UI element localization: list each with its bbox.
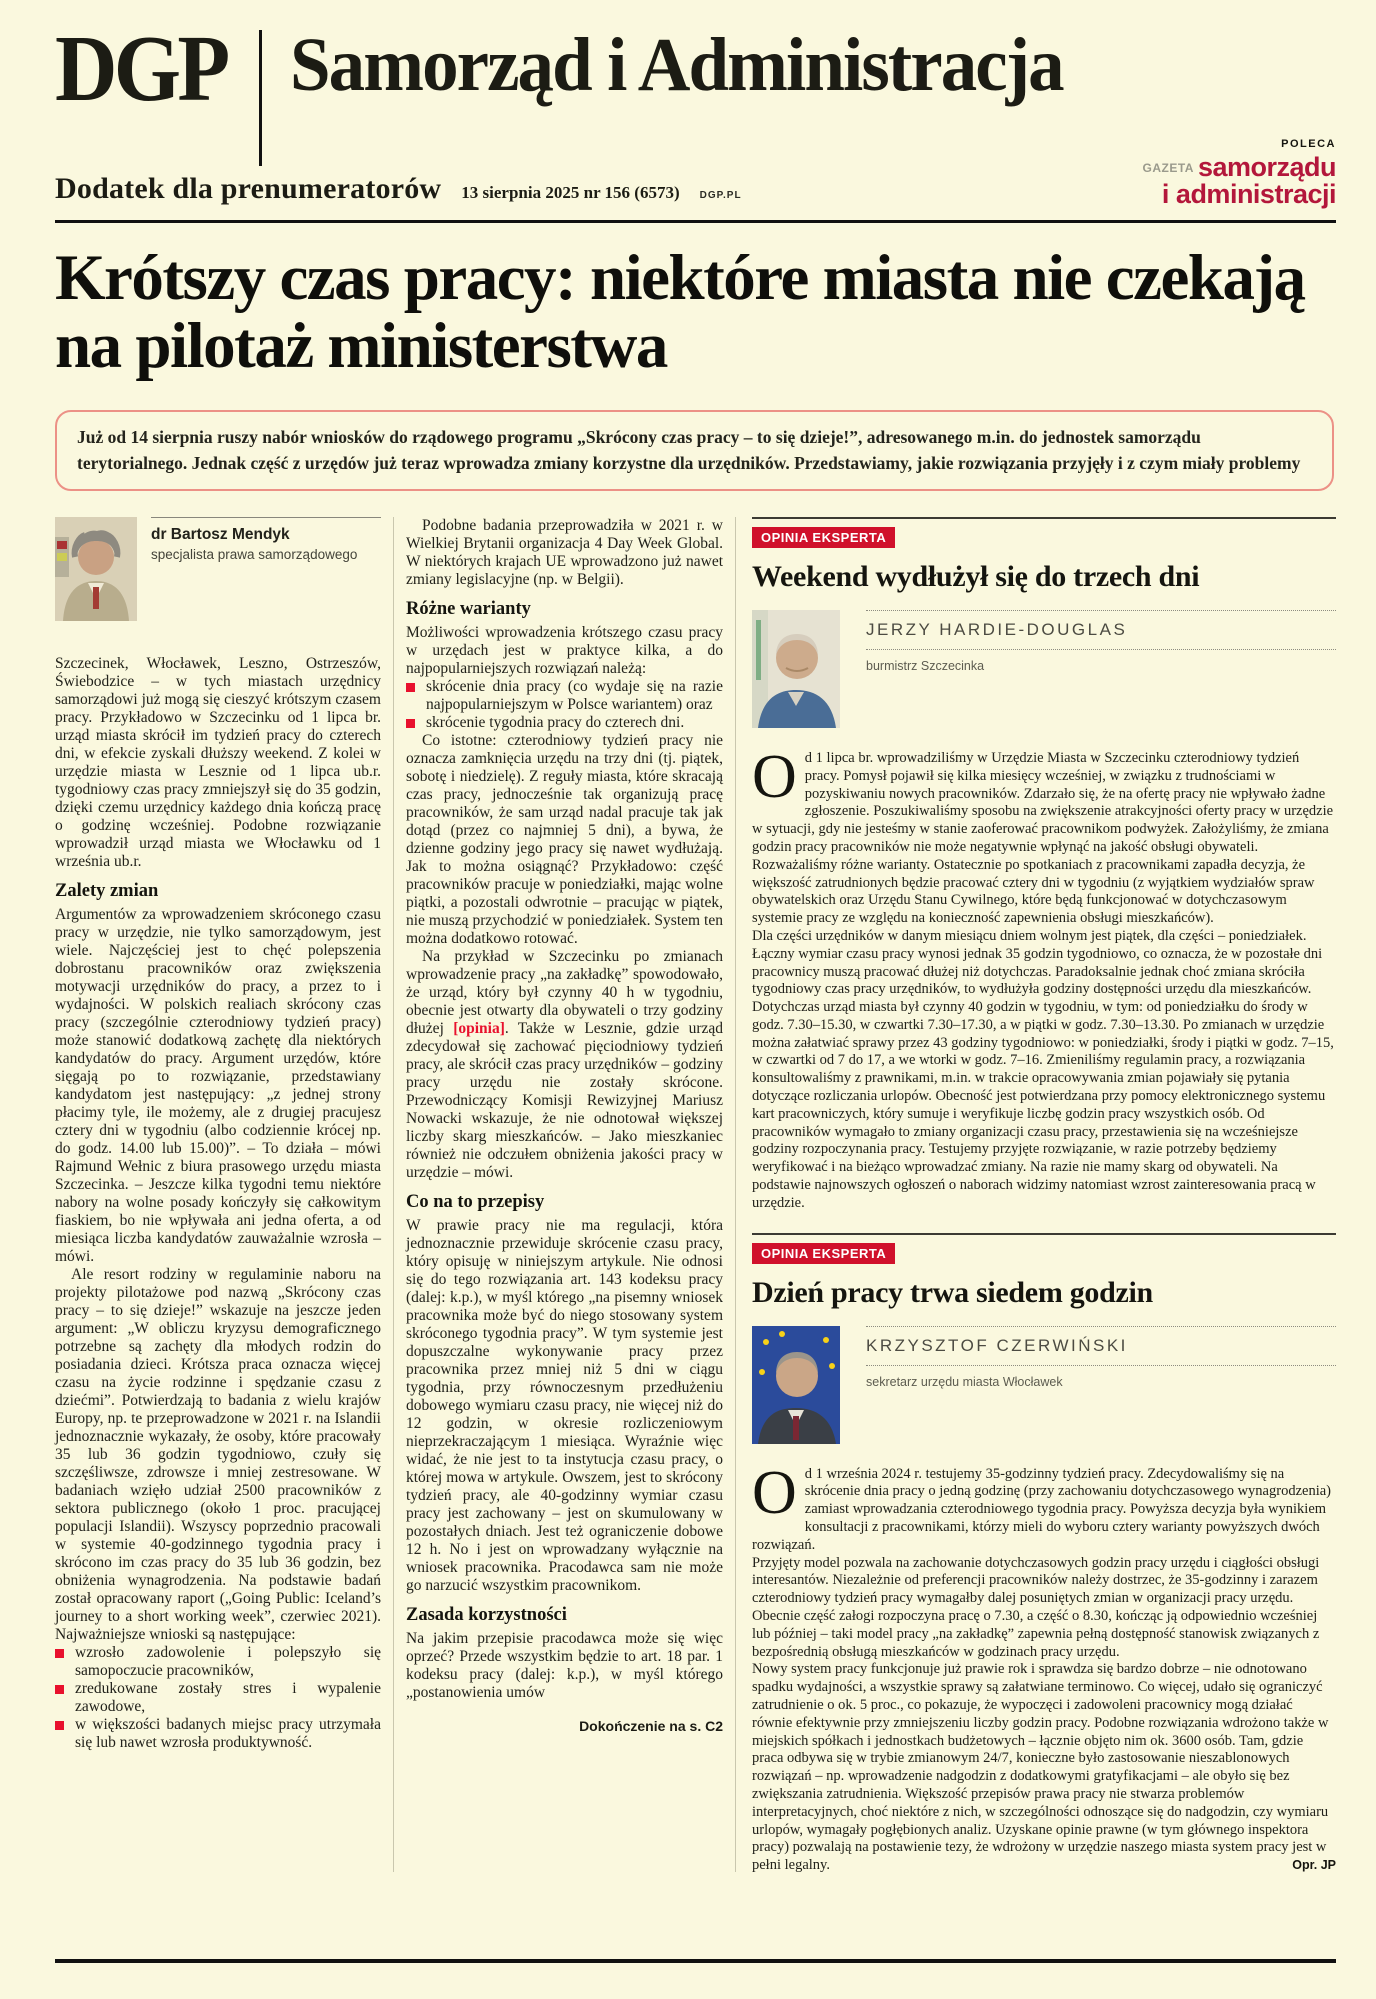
- paragraph: Na jakim przepisie pracodawca może się więc oprzeć? Przede wszystkim będzie to art. 18 par. 1 kodeksu pracy (dalej: k.p.), w myśl którego „postanowienia umów: [406, 1629, 723, 1701]
- opinion-paragraph: Nowy system pracy funkcjonuje już prawie rok i sprawdza się bardzo dobrze – nie odnotowano spadku wydajności, a wszystkie sprawy są załatwiane terminowo. Co więcej, udało się ograniczyć zatrudnienie o ok. 5 proc., co pokazuje, że wypoczęci i zadowoleni pracownicy mogą działać równie efektywnie przy zmniejszeniu liczby godzin pracy. Podobne rozwiązania wdrożono także w miejskich spółkach i jednostkach budżetowych – łącznie objęto nim ok. 3600 osób. Tam, gdzie praca odbywa się w trybie zmianowym 24/7, konieczne było zastosowanie nieszablonowych rozwiązań – np. wprowadzenie nadgodzin z dodatkowymi gratyfikacjami – ale obyło się bez zwiększania zatrudnienia. Większość przepisów prawa pracy nie stwarza problemów interpretacyjnych, choć niektóre z nich, w szczególności odnoszące się do nadgodzin, czy wymiaru urlopów, wymagały pogłębionych analiz. Uzyskane opinie prawne (w tym głównego inspektora pracy) pozwalają na postawienie tezy, że wdrożony w urzędzie naszego miasta system pracy jest w pełni legalny.: [752, 1661, 1329, 1874]
- continuation-note: Dokończenie na s. C2: [579, 1717, 723, 1734]
- dgp-logo: DGP: [55, 17, 227, 121]
- lead-box: Już od 14 sierpnia ruszy nabór wniosków do rządowego programu „Skrócony czas pracy – to się dzieje!”, adresowanego m.in. do jednostek samorządu terytorialnego. Jednak część z urzędów już teraz wprowadza zmiany korzystne dla urzędników. Przedstawiamy, jakie rozwiązania przyjęły i z czym miały problemy: [55, 410, 1334, 491]
- paragraph: Możliwości wprowadzenia krótszego czasu pracy w urzędach jest w praktyce kilka, a do najpopularniejszych rozwiązań należą:: [406, 623, 723, 677]
- paragraph: Ale resort rodziny w regulaminie naboru na projekty pilotażowe pod nazwą „Skrócony czas pracy – to się dzieje!” wskazuje na jeszcze jeden argument: „W obliczu kryzysu demograficznego potrzebne są zachęty dla młodych rodzin do posiadania dzieci. Krótsza praca oznacza więcej czasu na życie rodzinne i spędzanie czasu z dziećmi”. Potwierdzają to badania z wielu krajów Europy, np. te przeprowadzone w 2021 r. na Islandii jednoznacznie wykazały, że osoby, które pracowały 35 lub 36 godzin tygodniowo, czuły się szczęśliwsze, zdrowsze i mniej zestresowane. W badaniach wzięło udział 2500 pracowników z sektora publicznego (około 1 proc. pracującej populacji Islandii). Wszyscy poprzednio pracowali w systemie 40-godzinnego tygodnia pracy i skrócono im czas pracy do 35 lub 36 godzin, bez obniżenia wynagrodzenia. Na podstawie badań został opracowany raport („Going Public: Iceland’s journey to a short working week”, czerwiec 2021). Najważniejsze wnioski są następujące:: [55, 1265, 381, 1643]
- author-name: dr Bartosz Mendyk: [151, 525, 290, 543]
- bullet-square-icon: [55, 1721, 64, 1730]
- opinion-label: OPINIA EKSPERTA: [752, 527, 895, 548]
- author-role: specjalista prawa samorządowego: [151, 546, 358, 562]
- opinion-paragraph: Od 1 lipca br. wprowadziliśmy w Urzędzie Miasta w Szczecinku czterodniowy tydzień pracy. Pomysł pojawił się kilka miesięcy wcześniej, w związku z trudnościami w pozyskiwaniu nowych pracowników. Zdarzało się, że na ofertę pracy nie wpływało żadne zgłoszenie. Poszukiwaliśmy sposobu na zwiększenie atrakcyjności oferty pracy w urzędzie w sytuacji, gdy nie jesteśmy w stanie zaoferować pracownikom podwyżek. Założyliśmy, że zmiana godzin pracy pracowników nie może negatywnie wpłynąć na jakość obsługi obywateli.: [752, 742, 1334, 855]
- opinion-block-2: [752, 1233, 1336, 1872]
- expert-name: JERZY HARDIE-DOUGLAS: [866, 610, 1336, 650]
- list-item: zredukowane zostały stres i wypalenie zawodowe,: [55, 1680, 381, 1716]
- expert-name: KRZYSZTOF CZERWIŃSKI: [866, 1326, 1336, 1366]
- expert-photo-2: [752, 1326, 840, 1444]
- list-item: wzrosło zadowolenie i polepszyło się samopoczucie pracowników,: [55, 1644, 381, 1680]
- brand-line-1: samorządu: [1197, 152, 1336, 182]
- poleca-label: POLECA: [1281, 138, 1336, 150]
- opinion-paragraph: Rozważaliśmy różne warianty. Ostatecznie po spotkaniach z pracownikami zapadła decyzja, że większość zatrudnionych będzie pracować cztery dni w tygodniu (z wyjątkiem wydziałów spraw obywatelskich oraz Urzędu Stanu Cywilnego, które będą funkcjonować w dotychczasowym systemie pracy ze względu na konieczność zapewnienia obsługi mieszkańców).: [752, 856, 1315, 927]
- opinion-title: Dzień pracy trwa siedem godzin: [752, 1275, 1153, 1309]
- expert-role: burmistrz Szczecinka: [866, 658, 985, 673]
- column-2: [393, 517, 735, 1872]
- expert-role: sekretarz urzędu miasta Włocławek: [866, 1374, 1063, 1389]
- drop-cap: O: [752, 1458, 797, 1527]
- bullet-square-icon: [406, 683, 415, 692]
- paragraph: Podobne badania przeprowadziła w 2021 r. w Wielkiej Brytanii organizacja 4 Day Week Global. W niektórych krajach UE wprowadzono już nawet zmiany legislacyjne (np. w Belgii).: [406, 516, 723, 588]
- article-body: [55, 517, 1336, 1872]
- section-heading: Różne warianty: [406, 598, 531, 619]
- author-block: [55, 517, 381, 621]
- editor-credit: Opr. JP: [1292, 1857, 1336, 1872]
- list-item: skrócenie dnia pracy (co wydaje się na razie najpopularniejszym w Polsce wariantem) oraz: [406, 678, 723, 714]
- column-1: [55, 517, 393, 1872]
- opinia-ref-tag: [opinia]: [453, 1019, 505, 1037]
- brand-logo: [1143, 138, 1337, 207]
- footer-rule: [55, 1959, 1336, 1963]
- column-3: [735, 517, 1336, 1872]
- expert-photo-1: [752, 610, 840, 728]
- opinion-label: OPINIA EKSPERTA: [752, 1243, 895, 1264]
- author-photo: [55, 517, 137, 621]
- date-issue: 13 sierpnia 2025 nr 156 (6573): [461, 183, 680, 202]
- paragraph: W prawie pracy nie ma regulacji, która jednoznacznie przewiduje skrócenie czasu pracy, który opisuję w niniejszym artykule. Nie odnosi się do tego rozwiązania art. 143 kodeksu pracy (dalej: k.p.), w myśl którego „na pisemny wniosek pracownika może być do niego stosowany system skróconego tygodnia pracy”. W tym systemie jest dopuszczalne wykonywanie pracy przez pracownika przez mniej niż 5 dni w ciągu tygodnia, przy równoczesnym przedłużeniu dobowego wymiaru czasu pracy, nie więcej niż do 12 godzin, w okresie rozliczeniowym nieprzekraczającym 1 miesiąca. Wyraźnie więc widać, że nie jest to ta instytucja czasu pracy, o której mowa w artykule. Owszem, jest to skrócony tydzień pracy, ale 40-godzinny wymiar czasu pracy jest zachowany – jest on skumulowany w pozostałych dniach. Jest też ograniczenie dobowe 12 h. No i jest on wprowadzany wyłącznie na wniosek pracownika. Pracodawca sam nie może go narzucić wszystkim pracownikom.: [406, 1216, 723, 1594]
- paragraph: Co istotne: czterodniowy tydzień pracy nie oznacza zamknięcia urzędu na trzy dni (tj. piątek, sobotę i niedzielę). Z reguły miasta, które skracają czas pracy, jednocześnie tak organizują pracę pracowników, że sam urząd nadal pracuje tak jak dotąd (przez co najmniej 5 dni), a bywa, że dzienne godziny jego pracy się nawet wydłużają. Jak to można osiągnąć? Przykładowo: część pracowników pracuje w poniedziałki, mając wolne piątki, a pozostali odwrotnie – pracując w piątek, nie muszą przychodzić w poniedziałek. System ten można dodatkowo rotować.: [406, 731, 723, 947]
- opinion-block-1: [752, 517, 1336, 1213]
- opinion-paragraph: Przyjęty model pozwala na zachowanie dotychczasowych godzin pracy urzędu i ciągłości obsługi interesantów. Niezależnie od preferencji pracowników należy dostrzec, że 35-godzinny i zarazem czterodniowy tydzień pracy wymagałby dalej posuniętych zmian w organizacji pracy urzędu. Obecnie część załogi rozpoczyna pracę o 7.30, a część o 8.30, kończąc ją odpowiednio wcześniej lub później – taki model pracy „na zakładkę” zapewnia pełną dostępność stanowisk związanych z bezpośrednią obsługą mieszkańców w godzinach pracy urzędu.: [752, 1554, 1320, 1660]
- paragraph-with-tag: Na przykład w Szczecinku po zmianach wprowadzenie pracy „na zakładkę” spowodowało, że urząd, który był czynny 40 h w tygodniu, obecnie jest otwarty dla obywateli o trzy godziny dłużej [opinia]. Także w Lesznie, gdzie urząd zdecydował się zachować pięciodniowy tydzień pracy, ale skrócił czas pracy urzędników – godziny pracy urzędu nie zostały skrócone. Przewodniczący Komisji Rewizyjnej Mariusz Nowacki wskazuje, że nie odnotował większej liczby skarg mieszkańców. – Jako mieszkaniec również nie odczułem obniżenia jakości pracy w urzędzie – mówi.: [406, 947, 724, 1181]
- list-item: w większości badanych miejsc pracy utrzymała się lub nawet wzrosła produktywność.: [55, 1716, 381, 1752]
- list-item: skrócenie tygodnia pracy do czterech dni.: [406, 714, 723, 732]
- site-label: DGP.PL: [699, 190, 742, 201]
- bullet-square-icon: [55, 1685, 64, 1694]
- brand-line-2: i administracji: [1161, 179, 1336, 209]
- opinion-paragraph: Dla części urzędników w danym miesiącu dniem wolnym jest piątek, dla części – poniedziałek. Łączny wymiar czasu pracy wynosi jednak 35 godzin tygodniowo, co oznacza, że w pozostałe dni pracownicy muszą pracować dłużej niż dotychczas. Paradoksalnie jednak choć zmiana skróciła tygodniowy czas pracy urzędników, to wydłużyła godziny dostępności urzędu dla mieszkańców. Dotychczas urząd miasta był czynny 40 godzin w tygodniu, w tym: od poniedziałku do środy w godz. 7.30–15.30, w czwartki 7.30–17.30, a w piątki w godz. 7.30–13.30. Po zmianach w urzędzie można załatwiać sprawy przez 43 godziny tygodniowo: w poniedziałki, środy i piątki w godz. 7–15, w czwartki od 7 do 17, a we wtorki w godz. 7–16. Zmieniliśmy regulamin pracy, a rozwiązania konsultowaliśmy z prawnikami, m.in. w trakcie opracowywania zmian pojawiały się pytania dotyczące rozliczania urlopów. Obecność jest potwierdzana przy pomocy elektronicznego systemu kart pracowniczych, który sumuje i weryfikuje liczbę godzin pracy wszystkich osób. Od pracowników wymagało to zmiany organizacji czasu pracy, przestawienia się na wcześniejsze godziny rozpoczynania pracy. Testujemy przyjęte rozwiązanie, w razie potrzeby będziemy weryfikować i na bieżąco wprowadzać zmiany. Na razie nie mamy skarg od obywateli. Na podstawie najnowszych ogłoszeń o naborach widzimy natomiast wzrost zainteresowania pracą w urzędzie.: [752, 927, 1334, 1211]
- opinion-title: Weekend wydłużył się do trzech dni: [752, 559, 1200, 593]
- section-heading: Zalety zmian: [55, 880, 159, 901]
- header-rule: [55, 220, 1336, 223]
- main-headline: Krótszy czas pracy: niektóre miasta nie czekają na pilotaż ministerstwa: [55, 242, 1305, 382]
- paper-title: Samorząd i Administracja: [290, 23, 1064, 107]
- gazeta-label: GAZETA: [1142, 161, 1194, 175]
- section-heading: Co na to przepisy: [406, 1191, 545, 1212]
- paragraph: Szczecinek, Włocławek, Leszno, Ostrzeszów, Świebodzice – w tych miastach urzędnicy samorządowi już mogą się cieszyć krótszym czasem pracy. Przykładowo w Szczecinku od 1 lipca br. urząd miasta skrócił im tydzień pracy do czterech dni, w efekcie zyskali dłuższy weekend. Z kolei w urzędzie miasta w Lesznie od 1 lipca ub.r. tygodniowy czas pracy zmniejszył się do 35 godzin, dzięki czemu urzędnicy każdego dnia kończą pracę o godzinę wcześniej. Podobne rozwiązanie wprowadził urząd miasta we Włocławku od 1 września ub.r.: [55, 654, 381, 870]
- bullet-square-icon: [406, 719, 415, 728]
- edition-subtitle: Dodatek dla prenumeratorów: [55, 172, 442, 205]
- opinion-paragraph: Od 1 września 2024 r. testujemy 35-godzinny tydzień pracy. Zdecydowaliśmy się na skrócenie dnia pracy o jedną godzinę (przy zachowaniu dotychczasowego wynagrodzenia) zamiast wprowadzania czterodniowego tygodnia pracy. Powyższa decyzja była wynikiem konsultacji z pracownikami, którzy mieli do wyboru cztery warianty powyższych dwóch rozwiązań.: [752, 1458, 1331, 1553]
- masthead-divider: [259, 30, 262, 166]
- drop-cap: O: [752, 742, 797, 811]
- paragraph: Argumentów za wprowadzeniem skróconego czasu pracy w urzędzie, nie tylko samorządowym, jest wiele. Najczęściej jest to chęć polepszenia dobrostanu pracowników oraz zwiększenia motywacji urzędników do pracy, a przez to i wydajności. W polskich realiach skrócony czas pracy (szczególnie czterodniowy tydzień pracy) może stanowić dodatkową zachętę dla niektórych kandydatów do pracy. Argument urzędów, które sięgają po to rozwiązanie, przedstawiany kandydatom jest następujący: „z jednej strony płacimy tyle, ile możemy, ale z drugiej pracujesz cztery dni w tygodniu (albo codziennie krócej np. do godz. 14.00 lub 15.00)”. – To działa – mówi Rajmund Wełnic z biura prasowego urzędu miasta Szczecinka. – Jeszcze kilka tygodni temu niektóre nabory na wolne posady kończyły się całkowitym fiaskiem, bo nie wpływała ani jedna oferta, a od miesiąca liczba kandydatów zauważalnie wzrosła – mówi.: [55, 905, 381, 1265]
- section-heading: Zasada korzystności: [406, 1604, 567, 1625]
- bullet-square-icon: [55, 1649, 64, 1658]
- masthead: [55, 17, 1336, 154]
